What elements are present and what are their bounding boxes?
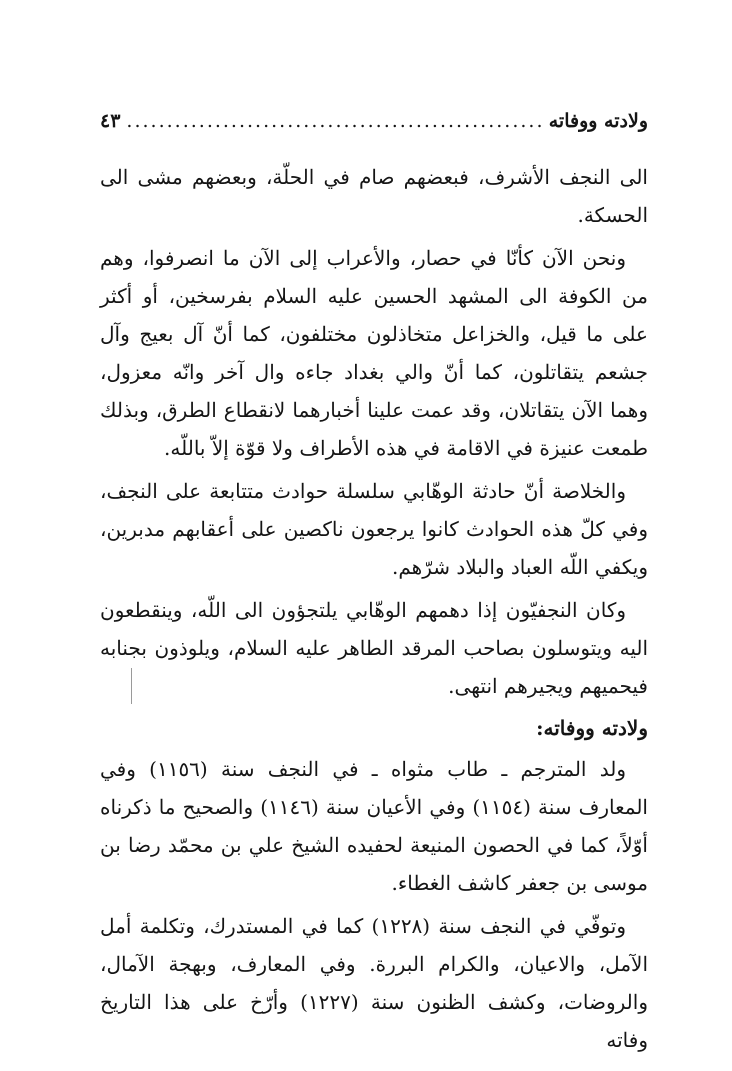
paragraph-1: الى النجف الأشرف، فبعضهم صام في الحلّة، وبعضهم مشى الى الحسكة. — [100, 165, 648, 227]
section-heading: ولادته ووفاته: — [536, 716, 648, 740]
page-number: ٤٣ — [100, 110, 121, 132]
running-head-title: ولادته ووفاته — [548, 110, 648, 132]
section-paragraph-1: ولد المترجم ـ طاب مثواه ـ في النجف سنة (١١٥٦) وفي المعارف سنة (١١٥٤) وفي الأعيان سنة (١١٤٦) والصحيح ما ذكرناه أوّلاً، كما في الحصون المنيعة لحفيده الشيخ علي بن محمّد رضا بن موسى بن جعفر كاشف الغطاء. — [100, 757, 648, 895]
running-head — [100, 110, 648, 138]
dot-leader — [126, 110, 542, 132]
paragraph-4: وكان النجفيّون إذا دهمهم الوهّابي يلتجؤون الى اللّه، وينقطعون اليه ويتوسلون بصاحب المرقد الطاهر عليه السلام، ويلوذون بجنابه فيحميهم ويجيرهم انتهى. — [100, 598, 648, 698]
paragraph-3: والخلاصة أنّ حادثة الوهّابي سلسلة حوادث متتابعة على النجف، وفي كلّ هذه الحوادث كانوا يرجعون ناكصين على أعقابهم مدبرين، ويكفي اللّه العباد والبلاد شرّهم. — [100, 479, 648, 579]
paragraph-2: ونحن الآن كأنّا في حصار، والأعراب إلى الآن ما انصرفوا، وهم من الكوفة الى المشهد الحسين عليه السلام بفرسخين، أو أكثر على ما قيل، والخزاعل متخاذلون مختلفون، كما أنّ آل بعيج وآل جشعم يتقاتلون، كما أنّ والي بغداد جاءه وال آخر وانّه معزول، وهما الآن يتقاتلان، وقد عمت علينا أخبارهما لانقطاع الطرق، وبذلك طمعت عنيزة في الاقامة في هذه الأطراف ولا قوّة إلاّ باللّه. — [100, 246, 648, 460]
margin-pencil-mark — [131, 668, 132, 704]
section-paragraph-2: وتوفّي في النجف سنة (١٢٢٨) كما في المستدرك، وتكلمة أمل الآمل، والاعيان، والكرام البررة. وفي المعارف، وبهجة الآمال، والروضات، وكشف الظنون سنة (١٢٢٧) وأرّخ على هذا التاريخ وفاته — [100, 914, 648, 1052]
body-text — [100, 158, 648, 1064]
